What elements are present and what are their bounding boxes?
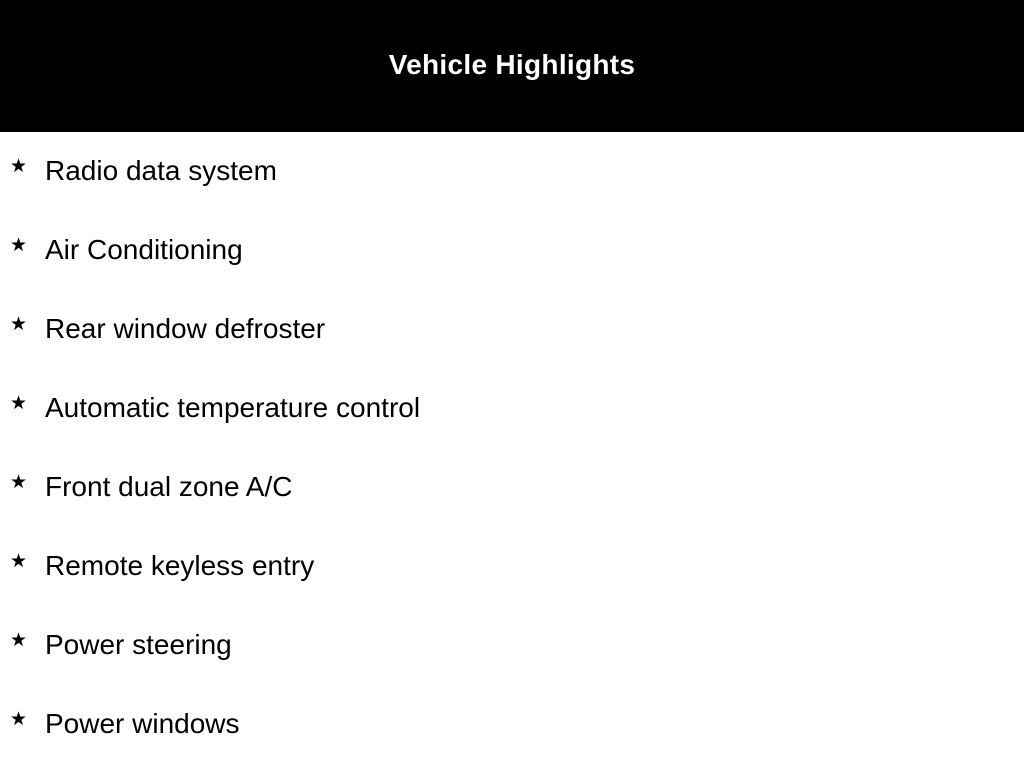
highlights-list [0,132,1024,764]
list-item [0,132,1024,211]
list-item [0,527,1024,606]
list-item-label: Power steering [45,629,232,660]
star-icon: ★ [10,234,28,256]
list-item [0,369,1024,448]
list-item-label: Radio data system [45,155,277,186]
header-bar [0,0,1024,132]
list-item-label: Power windows [45,708,240,739]
star-icon: ★ [10,550,28,572]
star-icon: ★ [10,155,28,177]
list-item-label: Remote keyless entry [45,550,315,581]
list-item [0,448,1024,527]
star-icon: ★ [10,708,28,730]
list-item [0,685,1024,764]
star-icon: ★ [10,471,28,493]
list-item [0,211,1024,290]
list-item-label: Rear window defroster [45,313,326,344]
list-item-label: Air Conditioning [45,234,243,265]
list-item [0,290,1024,369]
star-icon: ★ [10,392,28,414]
list-item-label: Front dual zone A/C [45,471,293,502]
star-icon: ★ [10,313,28,335]
list-item-label: Automatic temperature control [45,392,421,423]
star-icon: ★ [10,629,28,651]
list-item [0,606,1024,685]
page-title: Vehicle Highlights [388,49,636,80]
